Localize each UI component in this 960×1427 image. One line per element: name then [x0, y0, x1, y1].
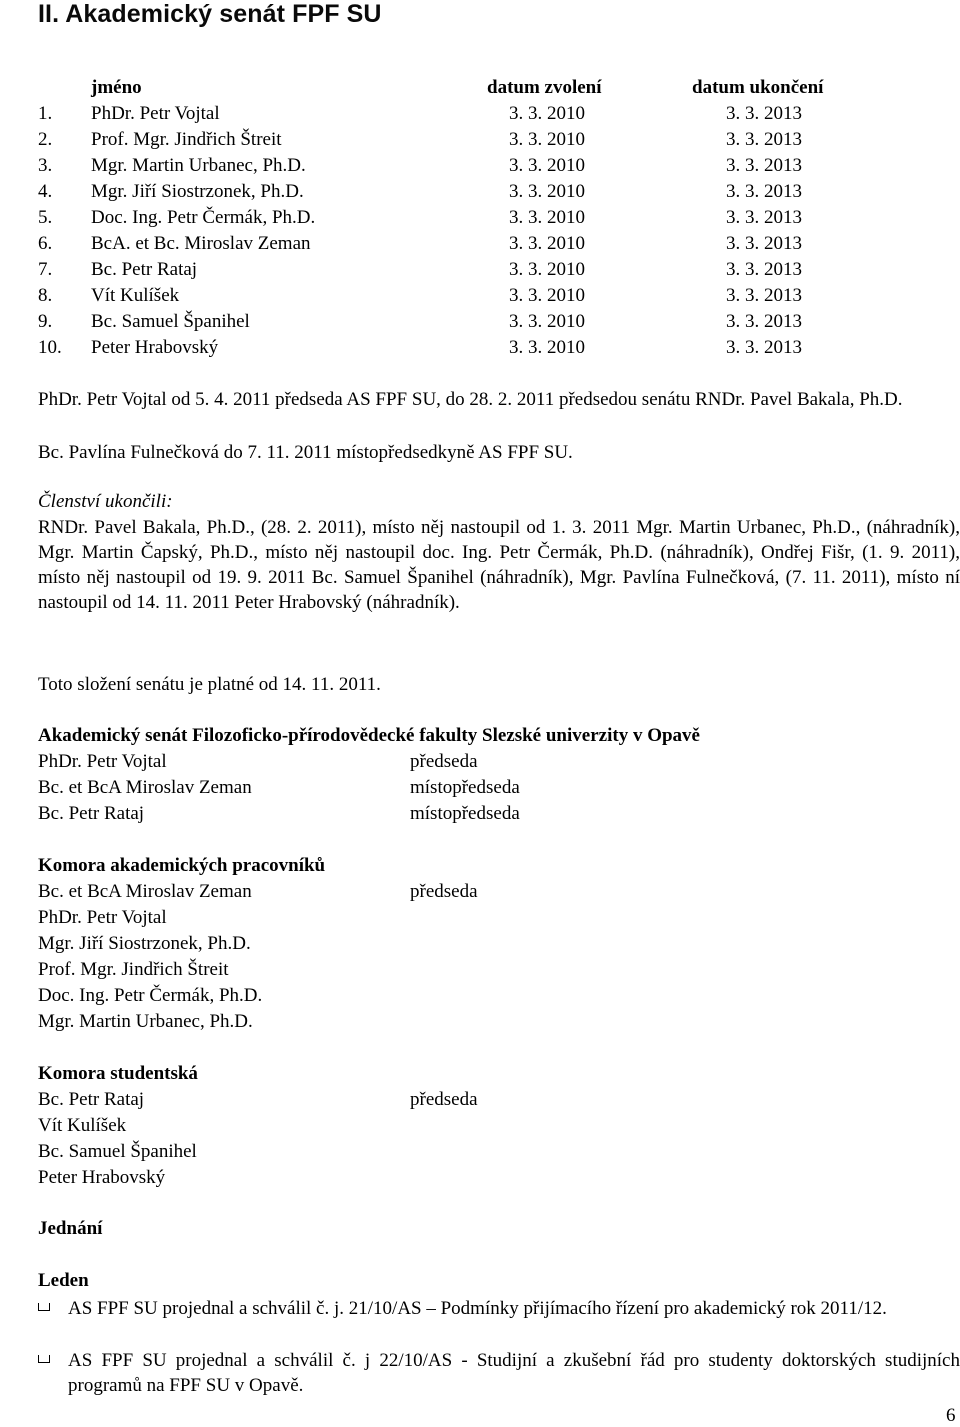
senate-title: Akademický senát Filozoficko-přírodovědecké fakulty Slezské univerzity v Opavě — [38, 725, 700, 746]
meeting-item: AS FPF SU projednal a schválil č. j 22/10/AS - Studijní a zkušební řád pro studenty doktorských studijních programů na FPF SU v Opavě. — [68, 1350, 960, 1396]
date-ended: 3. 3. 2013 — [726, 233, 802, 254]
date-ended: 3. 3. 2013 — [726, 103, 802, 124]
member-name: Prof. Mgr. Jindřich Štreit — [91, 129, 282, 150]
page-number: 6 — [946, 1405, 956, 1426]
person-name: PhDr. Petr Vojtal — [38, 751, 167, 772]
person-role: předseda — [410, 751, 478, 772]
staff-member: Mgr. Jiří Siostrzonek, Ph.D. — [38, 933, 251, 954]
staff-chamber-title: Komora akademických pracovníků — [38, 855, 326, 876]
bullet-icon — [38, 1355, 50, 1363]
student-member: Peter Hrabovský — [38, 1167, 166, 1188]
date-ended: 3. 3. 2013 — [726, 155, 802, 176]
row-number: 6. — [38, 233, 53, 254]
row-number: 8. — [38, 285, 53, 306]
bullet-icon — [38, 1303, 50, 1311]
date-ended: 3. 3. 2013 — [726, 337, 802, 358]
ended-membership-text: RNDr. Pavel Bakala, Ph.D., (28. 2. 2011), místo něj nastoupil od 1. 3. 2011 Mgr. Martin Urbanec, Ph.D., (náhradník), Mgr. Martin Čapský, Ph.D., místo něj nastoupil doc. Ing. Petr Čermák, Ph.D. (náhradník), Ondřej Fišr, (1. 9. 2011), místo něj nastoupil od 19. 9. 2011 Bc. Samuel Španihel (náhradník), Mgr. Pavlína Fulnečková, (7. 11. 2011), místo ní nastoupil od 14. 11. 2011 Peter Hrabovský (náhradník). — [38, 517, 960, 613]
student-member: Bc. Samuel Španihel — [38, 1141, 197, 1162]
member-name: Bc. Petr Rataj — [91, 259, 198, 280]
person-role: místopředseda — [410, 777, 520, 798]
date-elected: 3. 3. 2010 — [509, 285, 585, 306]
page-heading: II. Akademický senát FPF SU — [38, 0, 382, 28]
meeting-item: AS FPF SU projednal a schválil č. j. 21/10/AS – Podmínky přijímacího řízení pro akademický rok 2011/12. — [68, 1298, 887, 1319]
member-name: PhDr. Petr Vojtal — [91, 103, 220, 124]
col-header-elected: datum zvolení — [487, 77, 602, 98]
member-name: Doc. Ing. Petr Čermák, Ph.D. — [91, 207, 316, 228]
date-ended: 3. 3. 2013 — [726, 259, 802, 280]
row-number: 1. — [38, 103, 53, 124]
student-chamber-title: Komora studentská — [38, 1063, 198, 1084]
note-vice: Bc. Pavlína Fulnečková do 7. 11. 2011 místopředsedkyně AS FPF SU. — [38, 442, 573, 463]
row-number: 7. — [38, 259, 53, 280]
valid-note: Toto složení senátu je platné od 14. 11. 2011. — [38, 674, 381, 695]
col-header-ended: datum ukončení — [692, 77, 824, 98]
date-ended: 3. 3. 2013 — [726, 285, 802, 306]
date-ended: 3. 3. 2013 — [726, 207, 802, 228]
row-number: 9. — [38, 311, 53, 332]
date-ended: 3. 3. 2013 — [726, 181, 802, 202]
date-elected: 3. 3. 2010 — [509, 233, 585, 254]
row-number: 10. — [38, 337, 62, 358]
person-name: Bc. et BcA Miroslav Zeman — [38, 881, 252, 902]
member-name: BcA. et Bc. Miroslav Zeman — [91, 233, 311, 254]
member-name: Vít Kulíšek — [91, 285, 180, 306]
ended-membership-title: Členství ukončili: — [38, 491, 173, 512]
date-elected: 3. 3. 2010 — [509, 181, 585, 202]
person-name: Bc. Petr Rataj — [38, 1089, 145, 1110]
row-number: 5. — [38, 207, 53, 228]
date-ended: 3. 3. 2013 — [726, 311, 802, 332]
date-elected: 3. 3. 2010 — [509, 155, 585, 176]
person-name: Bc. Petr Rataj — [38, 803, 145, 824]
person-role: místopředseda — [410, 803, 520, 824]
staff-member: PhDr. Petr Vojtal — [38, 907, 167, 928]
date-elected: 3. 3. 2010 — [509, 103, 585, 124]
date-elected: 3. 3. 2010 — [509, 337, 585, 358]
member-name: Mgr. Martin Urbanec, Ph.D. — [91, 155, 306, 176]
date-elected: 3. 3. 2010 — [509, 129, 585, 150]
date-elected: 3. 3. 2010 — [509, 207, 585, 228]
row-number: 2. — [38, 129, 53, 150]
member-name: Bc. Samuel Španihel — [91, 311, 250, 332]
meetings-month: Leden — [38, 1270, 89, 1291]
student-member: Vít Kulíšek — [38, 1115, 127, 1136]
date-elected: 3. 3. 2010 — [509, 311, 585, 332]
member-name: Peter Hrabovský — [91, 337, 219, 358]
member-name: Mgr. Jiří Siostrzonek, Ph.D. — [91, 181, 304, 202]
staff-member: Mgr. Martin Urbanec, Ph.D. — [38, 1011, 253, 1032]
meetings-title: Jednání — [38, 1218, 103, 1239]
note-chair: PhDr. Petr Vojtal od 5. 4. 2011 předseda AS FPF SU, do 28. 2. 2011 předsedou senátu RNDr. Pavel Bakala, Ph.D. — [38, 389, 903, 410]
staff-member: Prof. Mgr. Jindřich Štreit — [38, 959, 229, 980]
date-elected: 3. 3. 2010 — [509, 259, 585, 280]
person-role: předseda — [410, 881, 478, 902]
col-header-name: jméno — [91, 77, 142, 98]
person-role: předseda — [410, 1089, 478, 1110]
row-number: 4. — [38, 181, 53, 202]
date-ended: 3. 3. 2013 — [726, 129, 802, 150]
row-number: 3. — [38, 155, 53, 176]
person-name: Bc. et BcA Miroslav Zeman — [38, 777, 252, 798]
staff-member: Doc. Ing. Petr Čermák, Ph.D. — [38, 985, 263, 1006]
